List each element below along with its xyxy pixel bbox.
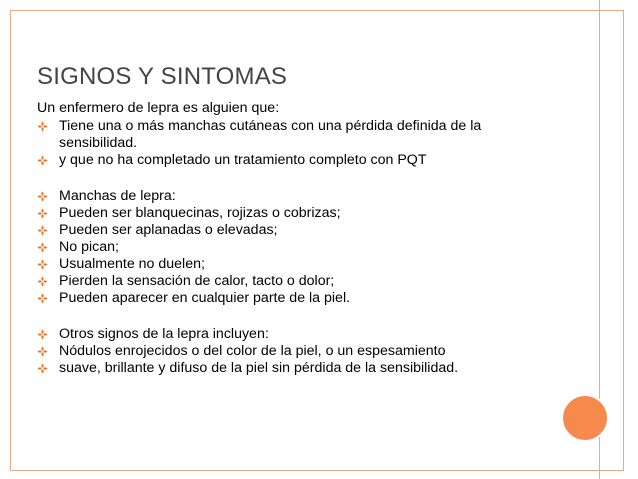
- bullet-group-3: [37, 326, 557, 377]
- slide-title: SIGNOS Y SINTOMAS: [37, 63, 288, 90]
- list-item: Pierden la sensación de calor, tacto o dolor;: [37, 273, 557, 290]
- list-item: Manchas de lepra:: [37, 188, 557, 205]
- list-item: Nódulos enrojecidos o del color de la piel, o un espesamiento: [37, 343, 557, 360]
- list-item: Pueden ser blanquecinas, rojizas o cobrizas;: [37, 205, 557, 222]
- list-item: Otros signos de la lepra incluyen:: [37, 326, 557, 343]
- four-petal-bullet-icon: [37, 276, 48, 287]
- list-item: suave, brillante y difuso de la piel sin pérdida de la sensibilidad.: [37, 360, 557, 377]
- four-petal-bullet-icon: [37, 242, 48, 253]
- slide-body: [37, 100, 557, 377]
- spacer: [37, 169, 557, 188]
- four-petal-bullet-icon: [37, 363, 48, 374]
- four-petal-bullet-icon: [37, 225, 48, 236]
- list-item: y que no ha completado un tratamiento completo con PQT: [37, 152, 557, 169]
- four-petal-bullet-icon: [37, 155, 48, 166]
- bullet-group-2: [37, 188, 557, 307]
- list-item: Tiene una o más manchas cutáneas con una pérdida definida de la sensibilidad.: [37, 118, 557, 152]
- intro-text: Un enfermero de lepra es alguien que:: [37, 100, 280, 116]
- list-item: Usualmente no duelen;: [37, 256, 557, 273]
- four-petal-bullet-icon: [37, 208, 48, 219]
- accent-circle: [561, 394, 609, 442]
- bullet-group-1: [37, 118, 557, 169]
- four-petal-bullet-icon: [37, 259, 48, 270]
- four-petal-bullet-icon: [37, 121, 48, 132]
- list-item: Pueden ser aplanadas o elevadas;: [37, 222, 557, 239]
- four-petal-bullet-icon: [37, 346, 48, 357]
- four-petal-bullet-icon: [37, 191, 48, 202]
- list-item: No pican;: [37, 239, 557, 256]
- four-petal-bullet-icon: [37, 329, 48, 340]
- spacer: [37, 307, 557, 326]
- four-petal-bullet-icon: [37, 293, 48, 304]
- list-item: Pueden aparecer en cualquier parte de la piel.: [37, 290, 557, 307]
